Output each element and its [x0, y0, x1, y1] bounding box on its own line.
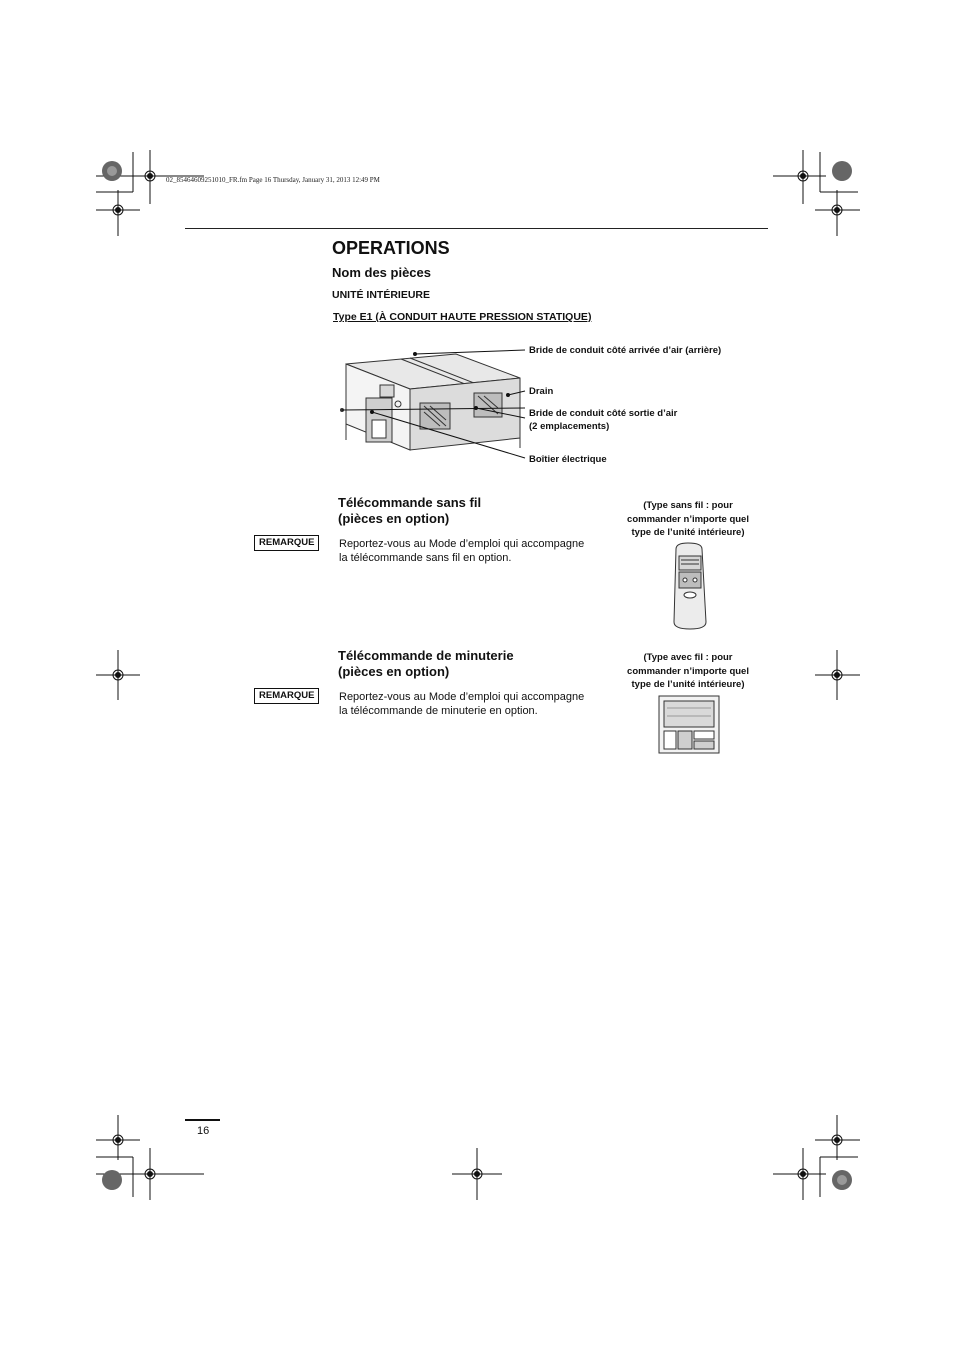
timer-note-badge: REMARQUE	[254, 688, 319, 704]
timer-note-line2: la télécommande de minuterie en option.	[339, 705, 538, 717]
timer-note-line1: Reportez-vous au Mode d’emploi qui accompagne	[339, 691, 585, 703]
callout-air-outlet-flange: Bride de conduit côté sortie d’air	[529, 408, 678, 419]
wireless-caption-line1: (Type sans fil : pour	[643, 500, 733, 511]
page-number: 16	[197, 1125, 210, 1137]
wireless-caption-line3: type de l’unité intérieure)	[631, 527, 745, 538]
wireless-note-line1: Reportez-vous au Mode d’emploi qui accompagne	[339, 538, 585, 550]
timer-title-line2: (pièces en option)	[338, 664, 450, 679]
wireless-title-line1: Télécommande sans fil	[338, 495, 482, 510]
page-title: OPERATIONS	[332, 238, 450, 258]
wireless-title-line2: (pièces en option)	[338, 511, 450, 526]
section-subtitle: Nom des pièces	[332, 265, 431, 280]
callout-air-inlet-flange: Bride de conduit côté arrivée d’air (arrière)	[529, 345, 722, 356]
callout-electrical-box: Boîtier électrique	[529, 454, 607, 465]
wireless-note-badge: REMARQUE	[254, 535, 319, 551]
timer-caption-line1: (Type avec fil : pour	[643, 652, 733, 663]
callout-drain: Drain	[529, 386, 554, 397]
page-number-rule	[185, 1119, 220, 1121]
timer-caption-line3: type de l’unité intérieure)	[631, 679, 745, 690]
unit-heading: UNITÉ INTÉRIEURE	[332, 289, 431, 301]
type-heading: Type E1 (À CONDUIT HAUTE PRESSION STATIQUE)	[333, 311, 592, 323]
callout-air-outlet-count: (2 emplacements)	[529, 421, 610, 432]
file-info-header: 02_85464609251010_FR.fm Page 16 Thursday, January 31, 2013 12:49 PM	[166, 176, 380, 184]
timer-caption-line2: commander n’importe quel	[627, 665, 749, 677]
timer-title-line1: Télécommande de minuterie	[338, 648, 514, 663]
wireless-caption-line2: commander n’importe quel	[627, 513, 749, 525]
wireless-note-line2: la télécommande sans fil en option.	[339, 552, 512, 564]
